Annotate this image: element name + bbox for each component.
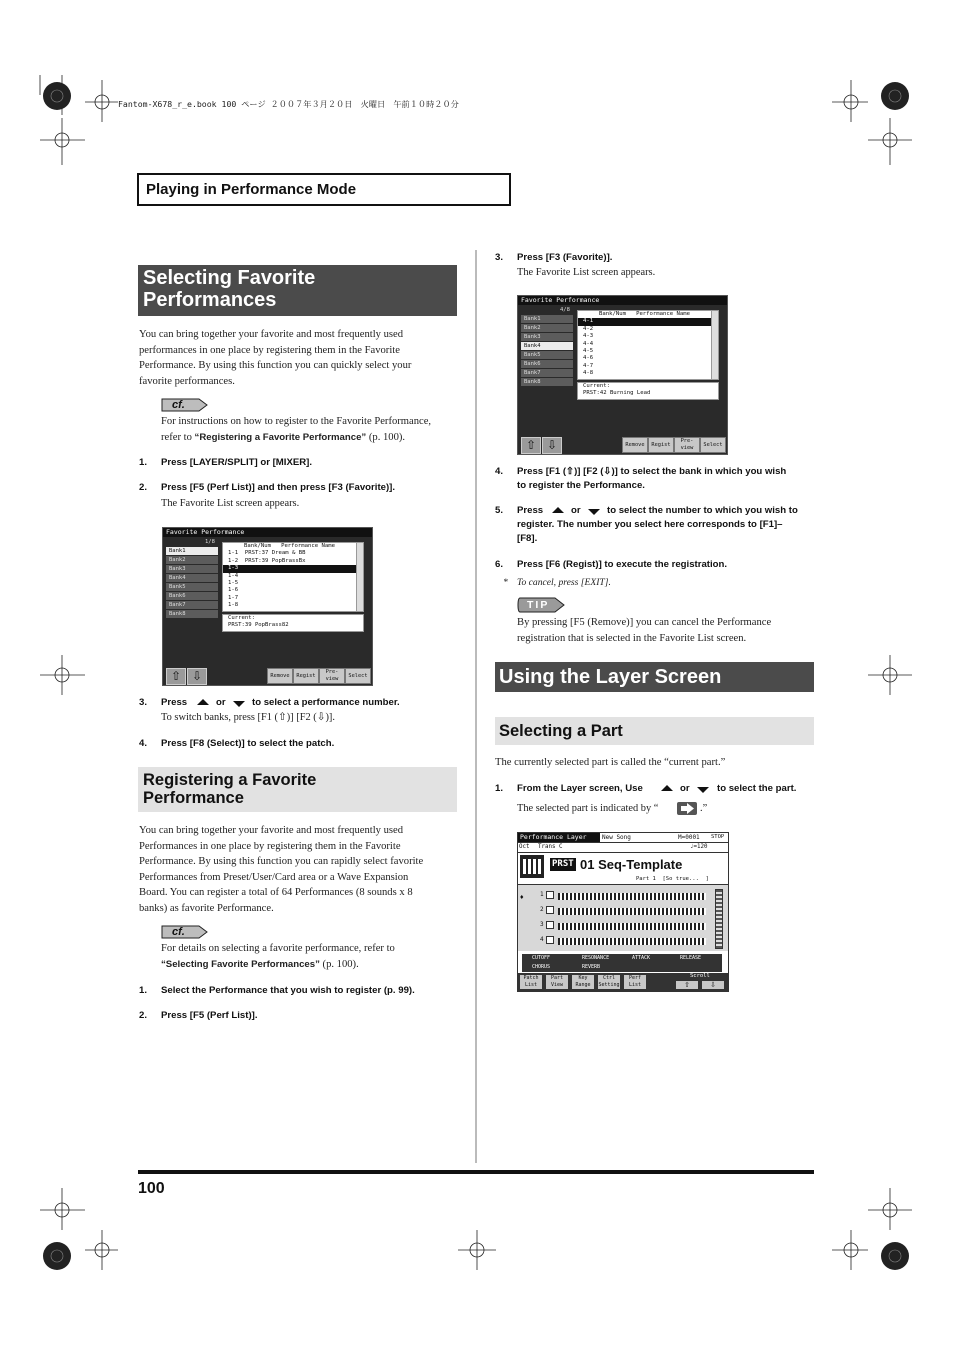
part-view-button[interactable]: Part View [546, 975, 568, 989]
bank-tab[interactable]: Bank4 [166, 574, 218, 583]
remove-button[interactable]: Remove [622, 437, 648, 453]
part-checkbox[interactable] [546, 921, 554, 929]
section4-paragraph: The currently selected part is called the “current part.” [495, 757, 726, 768]
section2-paragraph: You can bring together your favorite and most frequently used Performances in one place by registering them in the Favorite Performance. By using this function you can rapidly select favorite Performances from Preset/User/Card area or a Wave Expansion Board. You can register a total of 64 Performances (8 sounds x 8 banks) as favorite Performance. [139, 825, 424, 914]
list-item[interactable]: 1-3 [223, 565, 356, 572]
part-checkbox[interactable] [546, 936, 554, 944]
part-rows: ♦ 1 2 3 4 [518, 885, 728, 951]
keyrange-bar[interactable] [558, 893, 706, 900]
step-part-1-sub: The selected part is indicated by “ .” [517, 803, 708, 814]
remove-button[interactable]: Remove [267, 668, 293, 684]
step-a2-sub: The Favorite List screen appears. [161, 498, 300, 509]
step-a3-sub: To switch banks, press [F1 (⇧)] [F2 (⇩)]. [161, 712, 335, 723]
knob-bar-2: CHORUS REVERB [522, 963, 722, 972]
section-title-selecting-part: Selecting a Part [495, 717, 814, 745]
keyrange-bar[interactable] [558, 938, 706, 945]
print-header: Fantom-X678_r_e.book 100 ページ ２００７年３月２０日 火曜日 午前１０時２０分 [118, 99, 459, 109]
down-arrow-button[interactable]: ⇩ [187, 668, 207, 685]
bank-tab[interactable]: Bank4 [521, 342, 573, 351]
down-triangle-icon [697, 787, 709, 793]
knob-bar: CUTOFF RESONANCE ATTACK RELEASE [522, 954, 722, 963]
bank-tab[interactable]: Bank7 [166, 601, 218, 610]
up-arrow-button[interactable]: ⇧ [166, 668, 186, 685]
step-r5: 5. Press or to select the number to which you wish to register. The number you select here corresponds to [F1]– [F8]. [495, 505, 798, 544]
bank-tab[interactable]: Bank1 [521, 315, 573, 324]
cf-tag [161, 925, 209, 939]
section-title-registering: Registering a Favorite Performance [138, 767, 457, 812]
step-a4: 4. Press [F8 (Select)] to select the patch. [139, 738, 335, 749]
bank-tab[interactable]: Bank8 [166, 610, 218, 619]
favorite-list-screen-2: Favorite Performance 4/8 Bank1 Bank2 Bank3 Bank4 Bank5 Bank6 Bank7 Bank8 Bank/Num Performance Name 4-1 4-2 4-3 4-4 4-5 4-6 4-7 4-8 Current: PRST:42 Burning Lead ⇧ ⇩ Remove Regist Pre-view Select [517, 295, 728, 455]
regist-button[interactable]: Regist [648, 437, 674, 453]
step-b1: 1. Select the Performance that you wish to register (p. 99). [139, 985, 415, 996]
up-triangle-icon [661, 785, 673, 791]
down-triangle-icon [588, 509, 600, 515]
perf-list-button[interactable]: Perf List [624, 975, 646, 989]
scroll-down-button[interactable]: ⇩ [702, 981, 724, 989]
bank-tab[interactable]: Bank1 [166, 547, 218, 556]
step-a1: 1. Press [LAYER/SPLIT] or [MIXER]. [139, 457, 313, 468]
step-b2: 2. Press [F5 (Perf List)]. [139, 1010, 258, 1021]
section1-paragraph: You can bring together your favorite and most frequently used performances in one place by registering them in the Favorite Performance. By using this function you can quickly select your favorite performances. [139, 329, 412, 387]
scrollbar[interactable] [715, 889, 723, 949]
ctrl-setting-button[interactable]: Ctrl Setting [598, 975, 620, 988]
list-item[interactable]: 4-1 [578, 318, 711, 325]
part-checkbox[interactable] [546, 906, 554, 914]
regist-button[interactable]: Regist [293, 668, 319, 684]
cf-label: cf. [172, 926, 185, 938]
bank-tab[interactable]: Bank6 [166, 592, 218, 601]
current-box: Current: PRST:42 Burning Lead [577, 382, 719, 400]
bank-tab[interactable]: Bank5 [166, 583, 218, 592]
perf-tag: PRST [552, 859, 574, 869]
list-item[interactable]: 1-4 [228, 572, 239, 579]
step-r4: 4. Press [F1 (⇧)] [F2 (⇩)] to select the bank in which you wish to register the Performance. [495, 466, 787, 491]
select-button[interactable]: Select [345, 668, 371, 684]
step-a2: 2. Press [F5 (Perf List)] and then press [F3 (Favorite)]. [139, 482, 396, 493]
bank-tab[interactable]: Bank5 [521, 351, 573, 360]
bank-tab[interactable]: Bank8 [521, 378, 573, 387]
list-item[interactable]: 4-5 [583, 348, 594, 355]
list-item[interactable]: 4-3 [583, 333, 594, 340]
list-item[interactable]: 4-6 [583, 355, 594, 362]
favorite-list-screen-1: Favorite Performance 1/8 Bank1 Bank2 Bank3 Bank4 Bank5 Bank6 Bank7 Bank8 Bank/Num Performance Name 1-1 PRST:37 Dream & BB 1-2 PRST:39 PopBrassBx 1-3 1-4 1-5 1-6 1-7 1-8 Current: PRST:39 PopBrass82 ⇧ ⇩ Remove Regist Pre-view Select [162, 527, 373, 686]
bank-list [166, 547, 218, 619]
bank-list [521, 315, 573, 387]
note: * To cancel, press [EXIT]. [503, 577, 611, 588]
down-arrow-button[interactable]: ⇩ [542, 437, 562, 454]
bank-tab[interactable]: Bank6 [521, 360, 573, 369]
scrollbar[interactable] [356, 542, 364, 612]
patch-list-button[interactable]: Patch List [520, 975, 542, 989]
bank-tab[interactable]: Bank2 [166, 556, 218, 565]
preview-button[interactable]: Pre-view [319, 668, 345, 684]
bank-tab[interactable]: Bank3 [166, 565, 218, 574]
tip-label: TIP [527, 599, 550, 611]
list-item[interactable]: 1-1 PRST:37 Dream & BB [228, 550, 306, 557]
list-item[interactable]: 1-2 PRST:39 PopBrassBx [228, 557, 306, 564]
down-triangle-icon [233, 701, 245, 707]
cf-tag [161, 398, 209, 412]
performance-name[interactable]: 01 Seq-Template [580, 857, 683, 872]
tip-text: By pressing [F5 (Remove)] you can cancel the Performance registration that is selected in the Favorite List screen. [517, 617, 772, 644]
step-r3: 3. Press [F3 (Favorite)]. [495, 252, 613, 263]
current-part-arrow-icon [677, 802, 697, 815]
up-triangle-icon [552, 507, 564, 513]
list-item[interactable]: 4-4 [583, 340, 594, 347]
keyboard-icon [520, 855, 544, 878]
keyrange-bar[interactable] [558, 908, 706, 915]
list-item[interactable]: 4-2 [583, 325, 594, 332]
key-range-button[interactable]: Key Range [572, 975, 594, 989]
cf-label: cf. [172, 399, 185, 411]
performance-list: Bank/Num Performance Name 1-1 PRST:37 Dream & BB 1-2 PRST:39 PopBrassBx 1-3 1-4 1-5 1-6 1-7 1-8 [222, 542, 357, 612]
list-item[interactable]: 4-8 [583, 370, 594, 377]
bank-tab[interactable]: Bank3 [521, 333, 573, 342]
list-item[interactable]: 1-6 [228, 587, 239, 594]
up-arrow-button[interactable]: ⇧ [521, 437, 541, 454]
performance-list: Bank/Num Performance Name 4-1 4-2 4-3 4-4 4-5 4-6 4-7 4-8 [577, 310, 712, 380]
up-triangle-icon [197, 699, 209, 705]
current-box: Current: PRST:39 PopBrass82 [222, 614, 364, 632]
layer-title: Performance Layer [518, 833, 600, 842]
section-title-layer-screen: Using the Layer Screen [495, 662, 814, 692]
running-head [137, 173, 511, 206]
bank-tab[interactable]: Bank2 [521, 324, 573, 333]
cf2-text: For details on selecting a favorite performance, refer to “Selecting Favorite Performances” (p. 100). [161, 943, 395, 970]
page-number: 100 [138, 1180, 165, 1197]
current-part-arrow-icon: ♦ [520, 893, 524, 901]
select-button[interactable]: Select [700, 437, 726, 453]
scroll-up-button[interactable]: ⇧ [676, 981, 698, 989]
section-title-selecting-favorite: Selecting Favorite Performances [138, 265, 457, 316]
cf1-text: For instructions on how to register to the Favorite Performance, refer to “Registering a Favorite Performance” (p. 100). [161, 416, 432, 443]
part-checkbox[interactable] [546, 891, 554, 899]
step-r3-sub: The Favorite List screen appears. [517, 267, 656, 278]
list-item[interactable]: 4-7 [583, 362, 594, 369]
list-item[interactable]: 1-5 [228, 580, 239, 587]
step-part-1: 1. From the Layer screen, Use or to select the part. [495, 783, 797, 794]
bank-tab[interactable]: Bank7 [521, 369, 573, 378]
step-a3: 3. Press or to select a performance number. [139, 697, 400, 708]
scrollbar[interactable] [711, 310, 719, 380]
list-item[interactable]: 1-7 [228, 594, 239, 601]
list-item[interactable]: 1-8 [228, 602, 239, 609]
keyrange-bar[interactable] [558, 923, 706, 930]
step-r6: 6. Press [F6 (Regist)] to execute the registration. [495, 559, 728, 570]
performance-layer-screen: Performance Layer New Song M=0001 STOP Oct Trans C ♩=120 PRST 01 Seq-Template Part 1 [So true... ] ♦ 1 2 3 4 CUTOFF RESONANCE ATTACK RELEASE CHORUS REVERB Patch List Part View Key Range Ctrl Setting Perf List Scroll ⇧ ⇩ [517, 832, 729, 992]
running-head-label: Playing in Performance Mode [146, 181, 357, 198]
preview-button[interactable]: Pre-view [674, 437, 700, 453]
